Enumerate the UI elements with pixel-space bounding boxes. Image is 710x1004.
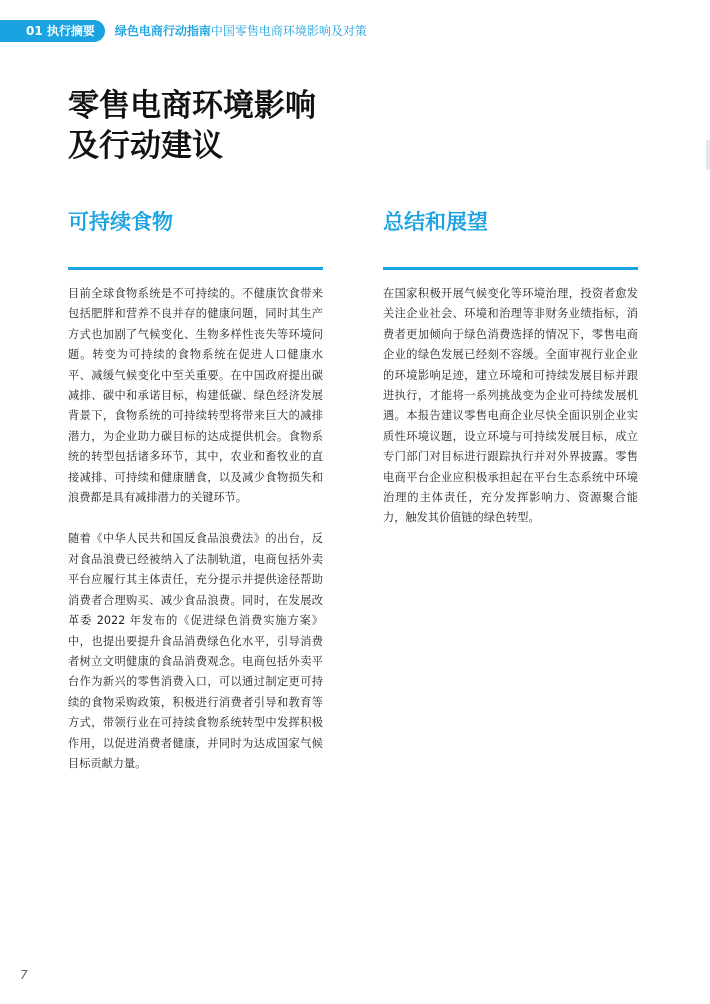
paragraph: 目前全球食物系统是不可持续的。不健康饮食带来包括肥胖和营养不良并存的健康问题，同时其生产方式也加剧了气候变化、生物多样性丧失等环境问题。转变为可持续的食物系统在促进人口健康水平、减缓气候变化中至关重要。在中国政府提出碳减排、碳中和承诺目标，构建低碳、绿色经济发展背景下，食物系统的可持续转型将带来巨大的减排潜力，为企业助力碳目标的达成提供机会。食物系统的转型包括诸多环节，其中，农业和畜牧业的直接减排、可持续和健康膳食，以及减少食物损失和浪费都是具有减排潜力的关键环节。 [68, 287, 323, 505]
section-sustainable-food [68, 207, 323, 795]
section-body [383, 284, 638, 529]
page-title-line-2: 及行动建议 [68, 128, 223, 164]
edge-mark [706, 140, 710, 170]
chapter-tab: 01 执行摘要 [0, 20, 105, 42]
page-title-line-1: 零售电商环境影响 [68, 88, 316, 124]
paragraph: 随着《中华人民共和国反食品浪费法》的出台，反对食品浪费已经被纳入了法制轨道，电商包括外卖平台应履行其主体责任，充分提示并提供途径帮助消费者合理购买、减少食品浪费。同时，在发展改革委 2022 年发布的《促进绿色消费实施方案》中，也提出要提升食品消费绿色化水平，引导消费者树立文明健康的食品消费观念。电商包括外卖平台作为新兴的零售消费入口，可以通过制定更可持续的食物采购政策，积极进行消费者引导和教育等方式，带领行业在可持续食物系统转型中发挥积极作用，以促进消费者健康，并同时为达成国家气候目标贡献力量。 [68, 532, 323, 770]
section-divider [383, 267, 638, 270]
section-heading: 总结和展望 [383, 210, 488, 234]
breadcrumb-guide: 绿色电商行动指南 [114, 24, 211, 38]
section-heading: 可持续食物 [68, 210, 173, 234]
page-number: 7 [20, 968, 28, 982]
section-body [68, 284, 323, 774]
page-title [68, 86, 628, 166]
section-divider [68, 267, 323, 270]
paragraph: 在国家积极开展气候变化等环境治理，投资者愈发关注企业社会、环境和治理等非财务业绩指标，消费者更加倾向于绿色消费选择的情况下，零售电商企业的绿色发展已经刻不容缓。全面审视行业企业的环境影响足迹，建立环境和可持续发展目标并跟进执行，才能将一系列挑战变为企业可持续发展机遇。本报告建议零售电商企业尽快全面识别企业实质性环境议题，设立环境与可持续发展目标，成立专门部门对目标进行跟踪执行并对外界披露。零售电商平台企业应积极承担起在平台生态系统中环境治理的主体责任，充分发挥影响力、资源聚合能力，触发其价值链的绿色转型。 [383, 287, 638, 525]
section-header [0, 20, 367, 42]
section-summary-outlook [383, 207, 638, 550]
breadcrumb-topic: 中国零售电商环境影响及对策 [210, 24, 367, 38]
breadcrumb [115, 20, 367, 42]
